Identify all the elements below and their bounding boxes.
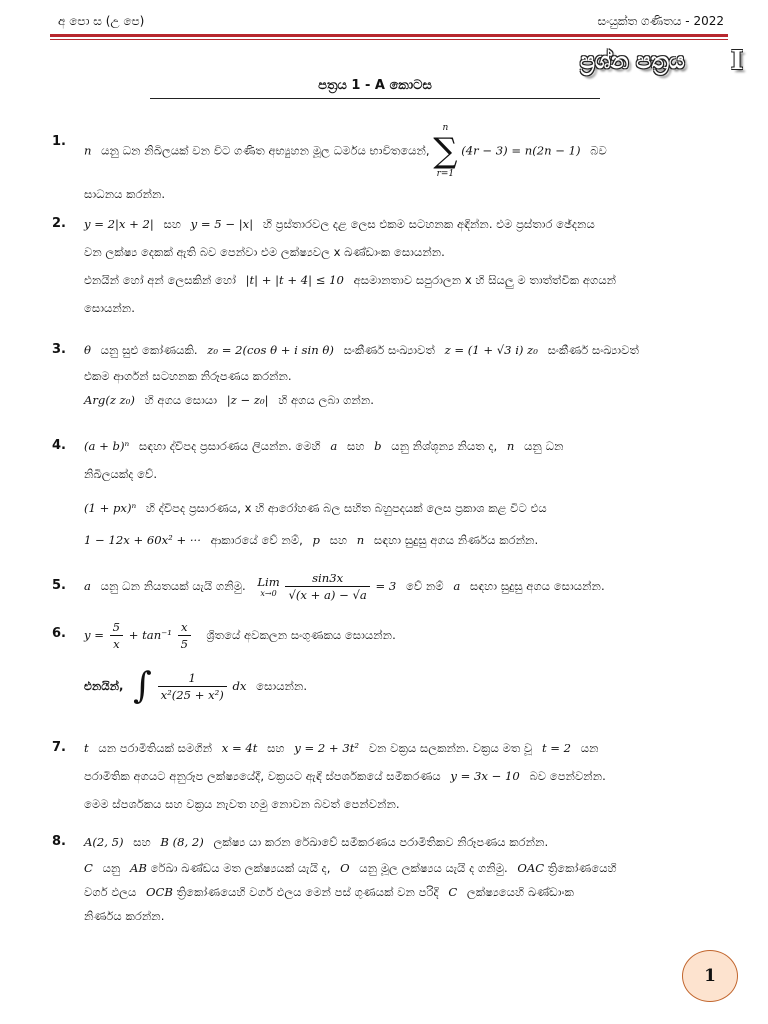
variable: t: [84, 741, 89, 755]
question-8: [52, 828, 722, 928]
variable: O: [340, 861, 350, 875]
question-text: සංකීර්ණ සංඛ්‍යාවත්: [343, 343, 435, 357]
question-number: 1.: [52, 134, 66, 149]
question-text: එනයින් හෝ අන් ලෙසකින් හෝ: [84, 273, 236, 287]
sum-upper-limit: n: [442, 123, 449, 133]
math-expression: OCB: [146, 885, 173, 899]
math-expression: (1 + px)ⁿ: [84, 501, 137, 515]
question-text: සඳහා සුදුසු අගය සොයන්න.: [469, 579, 605, 593]
question-text: සහ: [346, 439, 365, 453]
limit-label: Lim: [257, 574, 280, 589]
question-text: අසමානතාව සපුරාලන x හි සියලු ම තාත්ත්වික අගයන්: [353, 273, 617, 287]
math-expression: Arg(z z₀): [84, 393, 135, 407]
question-text: සංකීර්ණ සංඛ්‍යාවත්: [547, 343, 639, 357]
variable: n: [506, 439, 515, 453]
summation-symbol: n ∑ r=1: [433, 123, 458, 179]
math-expression: = 3: [375, 579, 397, 593]
variable: θ: [84, 343, 91, 357]
math-expression: y = 3x − 10: [450, 769, 520, 783]
question-text: හි ද්විපද ප්‍රසාරණය, x හි ආරෝහණ බල සහිත බහුපදයක් ලෙස ප්‍රකාශ කළ විට එය: [145, 501, 547, 515]
fraction-numerator: 5: [110, 619, 123, 636]
question-text: බව පෙන්වන්න.: [529, 769, 606, 783]
math-expression: AB: [130, 861, 147, 875]
paper-number: I: [731, 46, 744, 76]
fraction: [178, 619, 191, 652]
question-text: වන වක්‍රය සලකන්න. වක්‍රය මත වූ: [368, 741, 533, 755]
limit-fraction: [285, 570, 369, 603]
question-6: [52, 616, 722, 711]
limit-subscript: x→0: [260, 588, 277, 598]
question-text: සඳහා ද්විපද ප්‍රසාරණය ලියන්න. මෙහි: [138, 439, 321, 453]
page-number: 1: [682, 950, 738, 1002]
math-expression: z₀ = 2(cos θ + i sin θ): [207, 343, 334, 357]
question-text: සහ: [329, 533, 348, 547]
question-text: නිර්ණය කරන්න.: [84, 909, 165, 923]
question-text: හි අගය සොයා: [144, 393, 218, 407]
question-number: 8.: [52, 834, 66, 849]
question-text: සහ: [267, 741, 285, 755]
question-text: සොයන්න.: [256, 679, 308, 693]
section-rule: [150, 98, 600, 99]
variable: C: [448, 885, 458, 899]
integral-symbol: ∫: [133, 665, 152, 707]
question-text: ත්‍රිකෝණයෙහි: [547, 861, 617, 875]
question-text: පරාමිතික අගයට අනුරූප ලක්ෂ්‍යයේදී, වක්‍රයට ඇඳි ස්පර්ශකයේ සමීකරණය: [84, 769, 441, 783]
math-expression: t = 2: [541, 741, 572, 755]
question-text: යනු: [102, 861, 121, 875]
math-expression: (a + b)ⁿ: [84, 439, 130, 453]
section-title: පත්‍රය 1 - A කොටස: [318, 78, 432, 93]
math-expression: (4r − 3) = n(2n − 1): [461, 143, 581, 158]
question-7: [52, 734, 722, 818]
question-text: යන පරාමිතියක් සමගින්: [98, 741, 213, 755]
fraction-denominator: x: [113, 637, 120, 651]
question-text: සහ: [163, 217, 181, 231]
fraction-numerator: sin3x: [285, 570, 369, 587]
question-3: [52, 336, 722, 412]
question-text: යන: [580, 741, 599, 755]
question-text: වර්ග ඵලය: [84, 885, 137, 899]
integral-fraction: [158, 670, 227, 703]
math-expression: z = (1 + √3 i) z₀: [444, 343, 538, 357]
math-expression: x = 4t: [221, 741, 258, 755]
header-right: සංයුක්ත ගණිතය - 2022: [597, 14, 724, 28]
variable: C: [84, 861, 93, 875]
math-expression: B (8, 2): [160, 835, 204, 849]
math-expression: A(2, 5): [84, 835, 124, 849]
math-expression: dx: [232, 679, 247, 693]
question-text: ශ්‍රිතයේ අවකලන සංගුණකය සොයන්න.: [206, 628, 396, 642]
question-2: [52, 210, 722, 322]
question-text: යනු ධන නියතයක් යැයි ගනිමු.: [100, 579, 246, 593]
question-text: සොයන්න.: [84, 301, 135, 315]
header-rule: [50, 34, 728, 37]
variable: n: [356, 533, 365, 547]
question-text: මෙම ස්පර්ශකය සහ වක්‍රය නැවත හමු නොවන බවත් පෙන්වන්න.: [84, 797, 400, 811]
question-text: යනු ධන නිඛිලයක් වන විට ගණිත අභ්‍යුහන මූල ධර්මය භාවිතයෙන්,: [101, 143, 430, 158]
question-1: [52, 122, 722, 208]
question-text: සාධනය කරන්න.: [84, 187, 166, 201]
fraction: [110, 619, 123, 652]
question-text: එකම ආර්ගන් සටහනක නිරූපණය කරන්න.: [84, 369, 292, 383]
variable: n: [84, 143, 92, 158]
question-number: 2.: [52, 216, 66, 231]
question-text: යනු නිශ්ශූන්‍ය නියත ද,: [391, 439, 498, 453]
question-text: නිඛිලයක්ද වේ.: [84, 467, 158, 481]
variable: a: [84, 579, 91, 593]
question-5: [52, 566, 722, 606]
question-text: හි ප්‍රස්තාරවල දළ ලෙස එකම සටහනක අඳින්න. එම ප්‍රස්තාර ඡේදනය: [262, 217, 595, 231]
hence-label: එනයින්,: [84, 679, 124, 693]
math-expression: y =: [84, 628, 104, 642]
question-text: යනු සුළු කෝණයකි.: [100, 343, 198, 357]
question-text: ත්‍රිකෝණයෙහි වර්ග ඵලය මෙන් පස් ගුණයක් වන පරිදි: [176, 885, 439, 899]
question-text: රේඛා ඛණ්ඩය මත ලක්ෂ්‍යයක් යැයි ද,: [150, 861, 331, 875]
question-text: ආකාරයේ වේ නම්,: [210, 533, 303, 547]
variable: b: [374, 439, 382, 453]
question-number: 4.: [52, 438, 66, 453]
question-text: හි අගය ලබා ගන්න.: [278, 393, 374, 407]
question-text: සඳහා සුදුසු අගය නිර්ණය කරන්න.: [373, 533, 539, 547]
math-expression: |t| + |t + 4| ≤ 10: [245, 273, 344, 287]
variable: p: [312, 533, 320, 547]
fraction-denominator: 5: [180, 637, 189, 651]
question-text: යනු ධන: [524, 439, 564, 453]
sum-lower-limit: r=1: [436, 169, 455, 179]
math-expression: |z − z₀|: [226, 393, 269, 407]
math-expression: OAC: [517, 861, 545, 875]
question-text: වේ නම්: [405, 579, 444, 593]
limit-operator: [257, 575, 279, 599]
question-4: [52, 432, 722, 554]
variable: a: [330, 439, 338, 453]
question-number: 7.: [52, 740, 66, 755]
fraction-denominator: x²(25 + x²): [160, 688, 224, 702]
math-expression: 1 − 12x + 60x² + ···: [84, 533, 201, 547]
question-number: 3.: [52, 342, 66, 357]
math-expression: y = 5 − |x|: [190, 217, 254, 231]
math-expression: + tan⁻¹: [128, 628, 172, 642]
question-text: සහ: [133, 835, 151, 849]
fraction-numerator: 1: [158, 670, 227, 687]
variable: a: [453, 579, 461, 593]
question-text: යනු මූල ලක්ෂ්‍යය යැයි ද ගනිමු.: [359, 861, 508, 875]
question-text: ලක්ෂ්‍ය යා කරන රේඛාවේ සමීකරණය පරාමිතිකව නිරූපණය කරන්න.: [213, 835, 549, 849]
question-number: 6.: [52, 626, 66, 641]
math-expression: y = 2 + 3t²: [294, 741, 360, 755]
fraction-denominator: √(x + a) − √a: [288, 588, 367, 602]
paper-title: ප්‍රශ්න පත්‍රය: [580, 48, 685, 74]
header-rule-thin: [50, 39, 728, 40]
question-text: වන ලක්ෂ්‍ය දෙකක් ඇති බව පෙන්වා එම ලක්ෂ්‍යවල x ඛණ්ඩාංක සොයන්න.: [84, 245, 445, 259]
math-expression: y = 2|x + 2|: [84, 217, 154, 231]
header-left: අ පො ස (උ පෙ): [58, 14, 145, 28]
question-text: ලක්ෂ්‍යයෙහි ඛණ්ඩාංක: [466, 885, 574, 899]
question-text: බව: [590, 143, 607, 158]
fraction-numerator: x: [178, 619, 191, 636]
question-number: 5.: [52, 578, 66, 593]
